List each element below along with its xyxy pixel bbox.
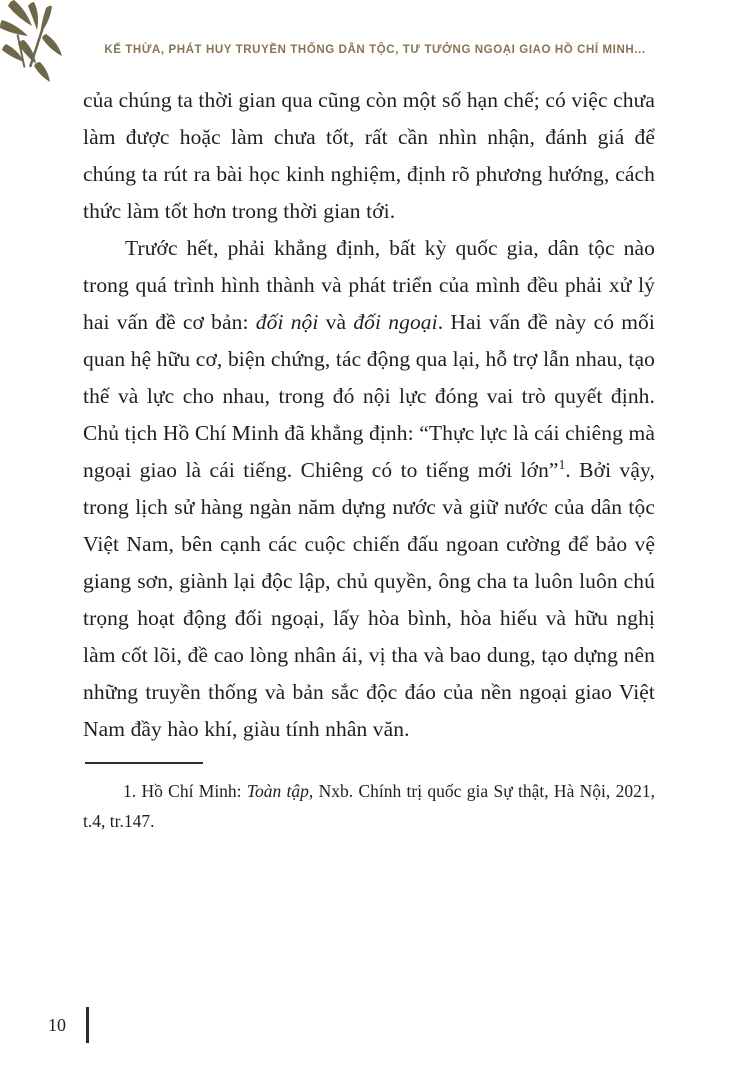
page-number-bar [86, 1007, 89, 1043]
footnote-text: 1. Hồ Chí Minh: Toàn tập, Nxb. Chính trị quốc gia Sự thật, Hà Nội, 2021, t.4, tr.147. [83, 781, 655, 831]
page-number: 10 [48, 1014, 66, 1035]
running-header-title: KẾ THỪA, PHÁT HUY TRUYỀN THỐNG DÂN TỘC, TƯ TƯỞNG NGOẠI GIAO HỒ CHÍ MINH... [104, 44, 646, 56]
paragraph: Trước hết, phải khẳng định, bất kỳ quốc gia, dân tộc nào trong quá trình hình thành và phát triển của mình đều phải xử lý hai vấn đề cơ bản: đối nội và đối ngoại. Hai vấn đề này có mối quan hệ hữu cơ, biện chứng, tác động qua lại, hỗ trợ lẫn nhau, tạo thế và lực cho nhau, trong đó nội lực đóng vai trò quyết định. Chủ tịch Hồ Chí Minh đã khẳng định: “Thực lực là cái chiêng mà ngoại giao là cái tiếng. Chiêng có to tiếng mới lớn”$^1$. Bởi vậy, trong lịch sử hàng ngàn năm dựng nước và giữ nước của dân tộc Việt Nam, bên cạnh các cuộc chiến đấu ngoan cường để bảo vệ giang sơn, giành lại độc lập, chủ quyền, ông cha ta luôn luôn chú trọng hoạt động đối ngoại, lấy hòa bình, hòa hiếu và hữu nghị làm cốt lõi, đề cao lòng nhân ái, vị tha và bao dung, tạo dựng nên những truyền thống và bản sắc độc đáo của nền ngoại giao Việt Nam đầy hào khí, giàu tính nhân văn. [83, 236, 655, 741]
footnote-divider [85, 762, 203, 764]
body-paragraphs [83, 82, 655, 748]
page-footer [48, 1007, 89, 1043]
paragraph: của chúng ta thời gian qua cũng còn một số hạn chế; có việc chưa làm được hoặc làm chưa tốt, rất cần nhìn nhận, đánh giá để chúng ta rút ra bài học kinh nghiệm, định rõ phương hướng, cách thức làm tốt hơn trong thời gian tới. [83, 88, 655, 223]
page-content [83, 82, 655, 836]
